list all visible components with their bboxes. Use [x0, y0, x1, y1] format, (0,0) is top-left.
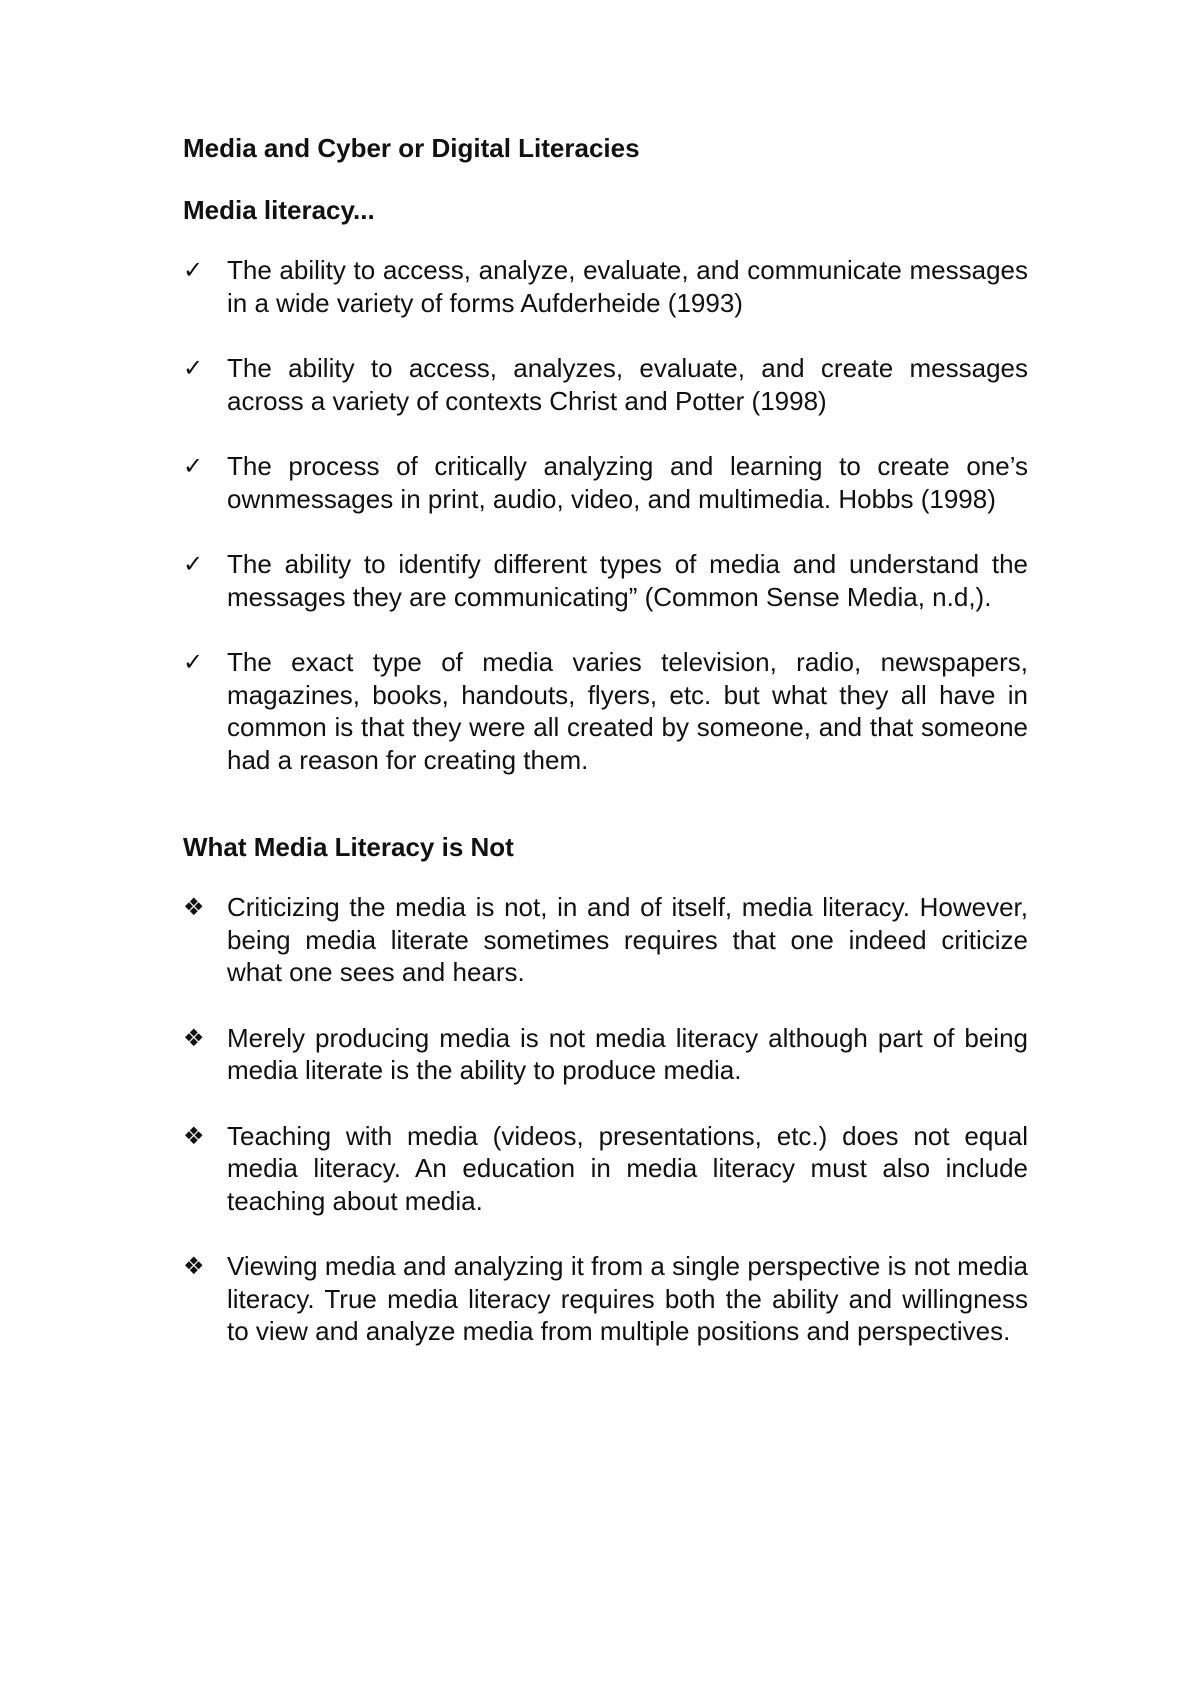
list-item-text: Criticizing the media is not, in and of itself, media literacy. However, being media literate sometimes requires that one indeed criticize what one sees and hears.	[227, 892, 1028, 987]
list-item	[183, 1120, 1028, 1218]
diamond-bullet-icon: ❖	[183, 1252, 205, 1280]
section-heading-media-literacy: Media literacy...	[183, 195, 375, 225]
list-item-text: Viewing media and analyzing it from a single perspective is not media literacy. True media literacy requires both the ability and willingness to view and analyze media from multiple positions and perspectives.	[227, 1251, 1028, 1346]
list-item-text: The ability to identify different types of media and understand the messages they are communicating” (Common Sense Media, n.d,).	[227, 549, 1028, 612]
checkmark-icon: ✓	[183, 354, 204, 382]
list-item	[183, 1250, 1028, 1348]
list-item	[183, 891, 1028, 989]
list-item-text: Merely producing media is not media literacy although part of being media literate is the ability to produce media.	[227, 1022, 1028, 1085]
checkmark-icon: ✓	[183, 256, 204, 284]
document-body	[183, 132, 1028, 1348]
list-item-text: Teaching with media (videos, presentations, etc.) does not equal media literacy. An education in media literacy must also include teaching about media.	[227, 1120, 1028, 1216]
list-item-text: The ability to access, analyzes, evaluate, and create messages across a variety of contexts Christ and Potter (1998)	[227, 353, 1028, 416]
list-item	[183, 450, 1028, 515]
checkmark-icon: ✓	[183, 550, 204, 578]
media-literacy-definitions-list	[183, 254, 1028, 776]
list-item-text: The ability to access, analyze, evaluate, and communicate messages in a wide variety of forms Aufderheide (1993)	[227, 255, 1028, 318]
diamond-bullet-icon: ❖	[183, 1121, 205, 1150]
list-item	[183, 548, 1028, 613]
section-heading-what-media-literacy-is-not: What Media Literacy is Not	[183, 832, 514, 862]
list-item	[183, 646, 1028, 776]
list-item	[183, 352, 1028, 417]
list-item-text: The process of critically analyzing and learning to create one’s ownmessages in print, audio, video, and multimedia. Hobbs (1998)	[227, 451, 1028, 514]
list-item	[183, 1022, 1028, 1087]
list-item-text: The exact type of media varies television, radio, newspapers, magazines, books, handouts, flyers, etc. but what they all have in common is that they were all created by someone, and that someone had a reason for creating them.	[227, 647, 1028, 775]
diamond-bullet-icon: ❖	[183, 893, 205, 921]
checkmark-icon: ✓	[183, 452, 204, 480]
diamond-bullet-icon: ❖	[183, 1023, 205, 1052]
list-item	[183, 254, 1028, 319]
document-title: Media and Cyber or Digital Literacies	[183, 133, 640, 163]
checkmark-icon: ✓	[183, 648, 204, 676]
media-literacy-not-list	[183, 891, 1028, 1348]
